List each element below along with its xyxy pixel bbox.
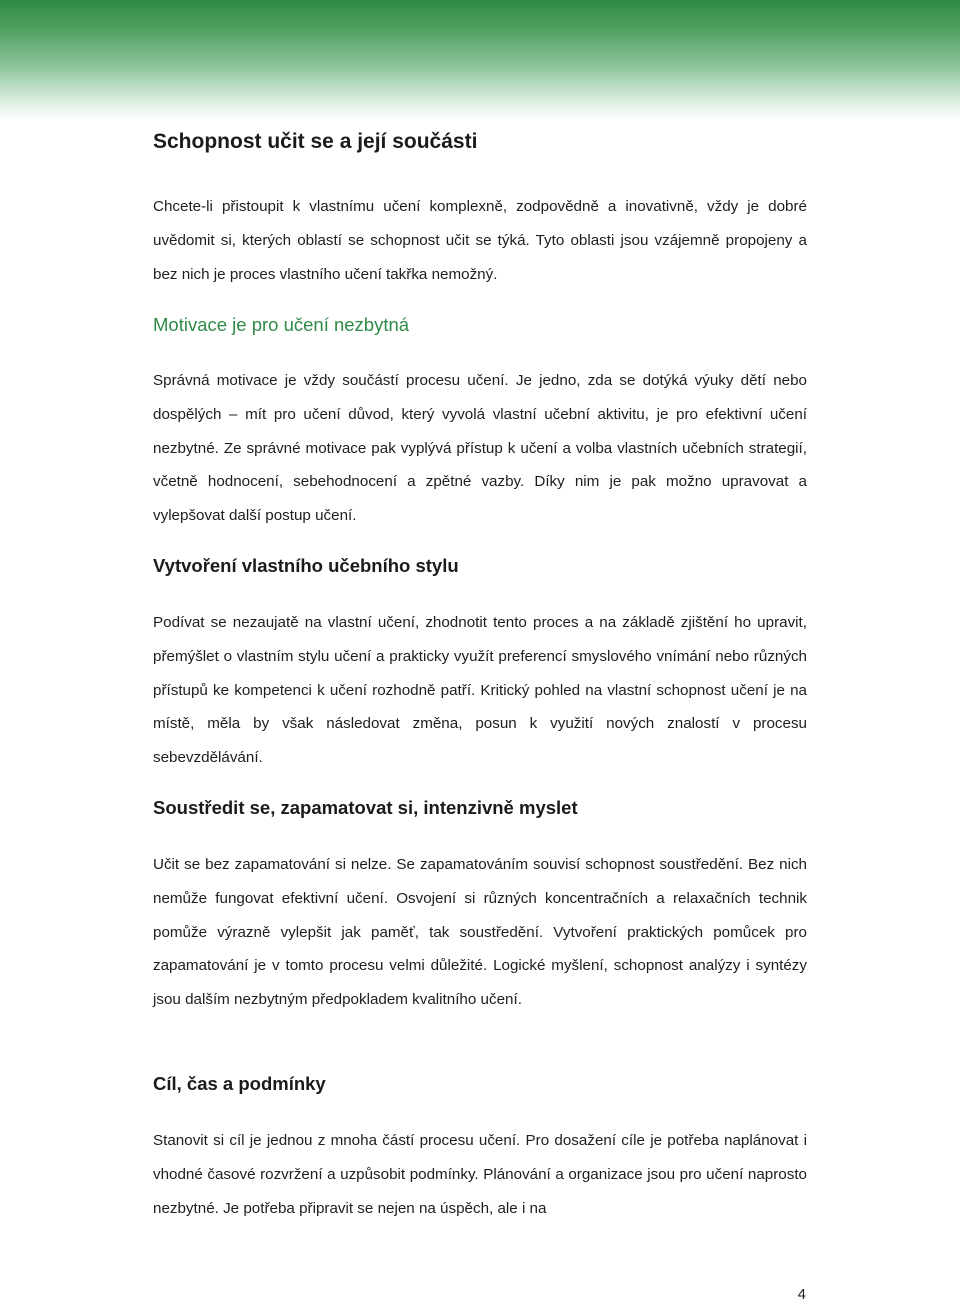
section-heading-concentration: Soustředit se, zapamatovat si, intenzivně myslet [153,797,578,818]
section-heading-learning-style: Vytvoření vlastního učebního stylu [153,555,459,576]
section-text-concentration: Učit se bez zapamatování si nelze. Se zapamatováním souvisí schopnost soustředění. Bez nich nemůže fungovat efektivní učení. Osvojení si různých koncentračních a relaxačních technik pomůže výrazně vylepšit jak paměť, tak soustředění. Vytvoření praktických pomůcek pro zapamatování je v tomto procesu velmi důležité. Logické myšlení, schopnost analýzy i syntézy jsou dalším nezbytným předpokladem kvalitního učení. [153,856,807,1009]
section-text-goal-time: Stanovit si cíl je jednou z mnoha částí procesu učení. Pro dosažení cíle je potřeba naplánovat i vhodné časové rozvržení a uzpůsobit podmínky. Plánování a organizace jsou pro učení naprosto nezbytné. Je potřeba připravit se nejen na úspěch, ale i na [153,1132,807,1217]
section-heading-motivation: Motivace je pro učení nezbytná [153,314,410,335]
page-title: Schopnost učit se a její součásti [153,130,478,153]
section-heading-goal-time: Cíl, čas a podmínky [153,1073,326,1094]
section-text-motivation: Správná motivace je vždy součástí procesu učení. Je jedno, zda se dotýká výuky dětí nebo dospělých – mít pro učení důvod, který vyvolá vlastní učební aktivitu, je pro efektivní učení nezbytné. Ze správné motivace pak vyplývá přístup k učení a volba vlastních učebních strategií, včetně hodnocení, sebehodnocení a zpětné vazby. Díky nim je pak možno upravovat a vylepšovat další postup učení. [153,372,807,525]
header-gradient-band [0,0,960,120]
section-text-learning-style: Podívat se nezaujatě na vlastní učení, zhodnotit tento proces a na základě zjištění ho upravit, přemýšlet o vlastním stylu učení a prakticky využít preferencí smyslového vnímání nebo různých přístupů ke kompetenci k učení rozhodně patří. Kritický pohled na vlastní schopnost učení je na místě, měla by však následovat změna, posun k využití nových znalostí v procesu sebevzdělávání. [153,614,807,767]
page-number: 4 [797,1286,806,1303]
intro-paragraph: Chcete-li přistoupit k vlastnímu učení komplexně, zodpovědně a inovativně, vždy je dobré uvědomit si, kterých oblastí se schopnost učit se týká. Tyto oblasti jsou vzájemně propojeny a bez nich je proces vlastního učení takřka nemožný. [153,198,807,283]
